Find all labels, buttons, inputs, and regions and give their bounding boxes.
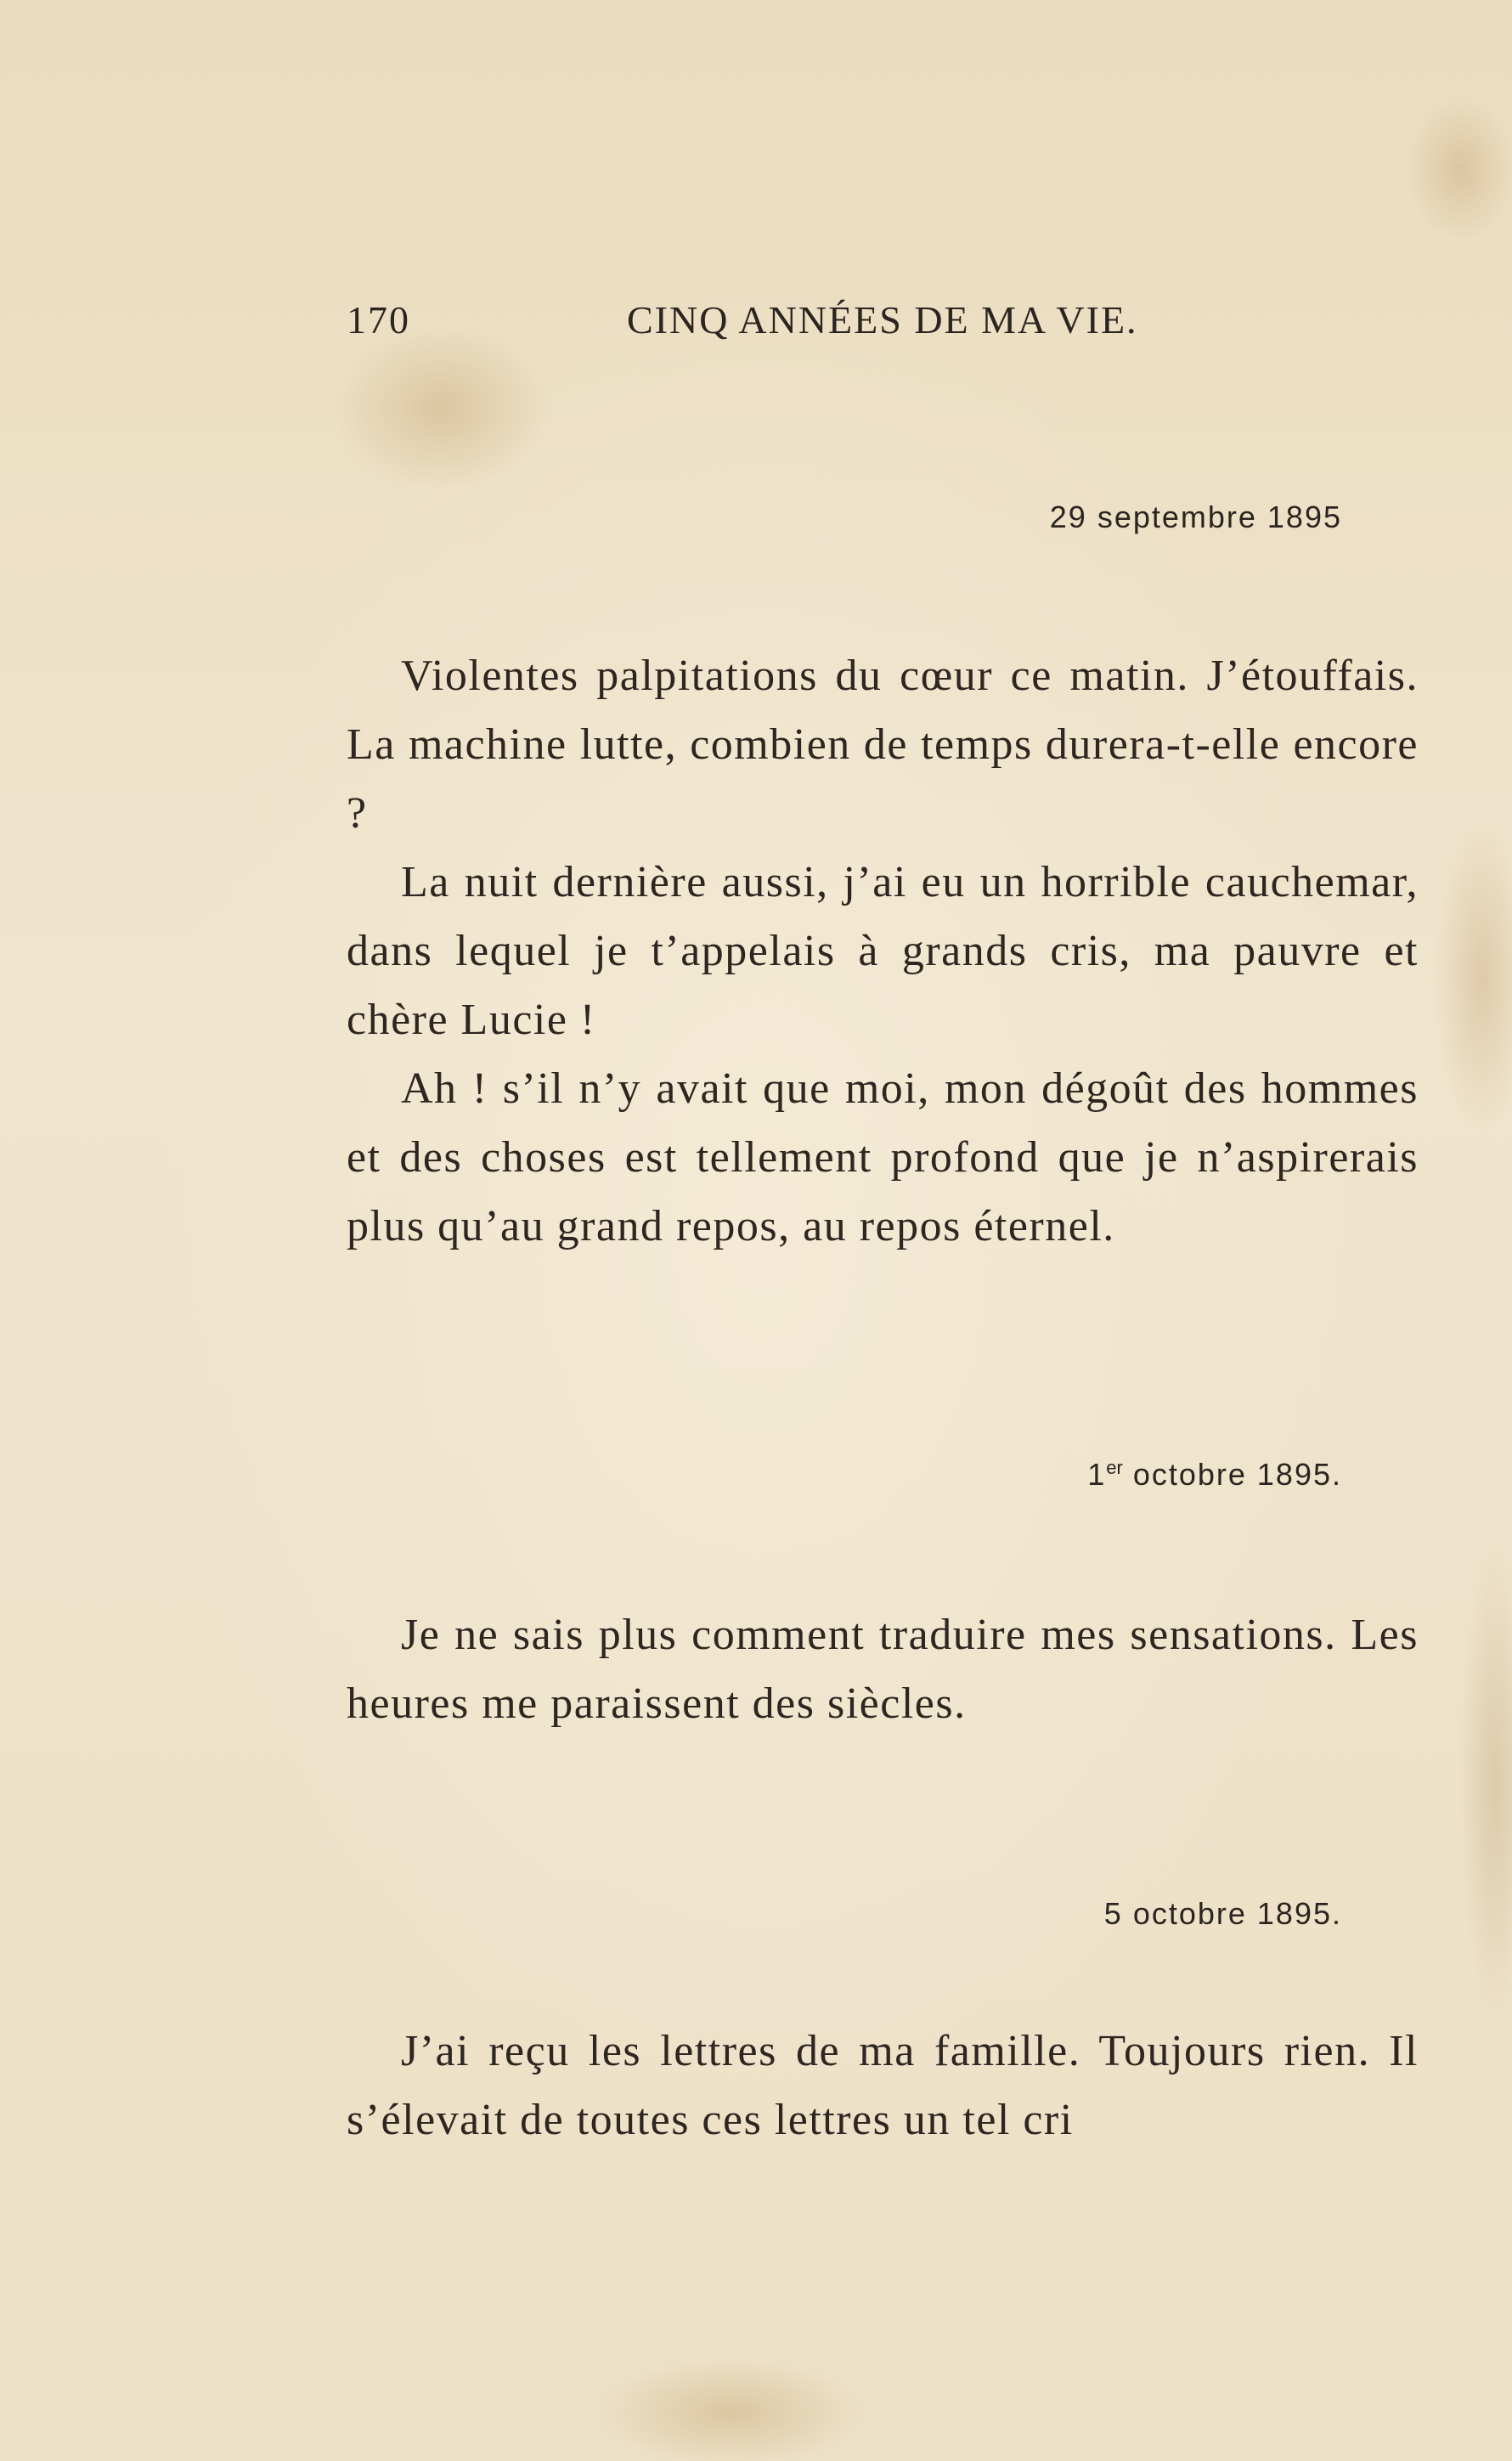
running-title: CINQ ANNÉES DE MA VIE. [627,298,1138,341]
page-header [347,297,1154,348]
paragraph: Ah ! s’il n’y avait que moi, mon dégoût des hommes et des choses est tellement profond que je n’aspirerais plus qu’au grand repos, au repos éternel. [347,1064,1419,1250]
date-rest: octobre 1895. [1122,1457,1342,1492]
entry-text-3 [347,2017,1419,2154]
page-number: 170 [347,298,410,341]
paragraph: Je ne sais plus comment traduire mes sensations. Les heures me paraissent des siècles. [347,1611,1419,1728]
date-ordinal: er [1106,1457,1123,1478]
paragraph: Violentes palpitations du cœur ce matin. J’étouffais. La machine lutte, combien de temps durera-t-elle encore ? [347,652,1419,838]
entry-date-2 [1087,1457,1342,1493]
date-day: 1 [1087,1457,1107,1492]
paragraph: La nuit dernière aussi, j’ai eu un horrible cauchemar, dans lequel je t’appelais à grands cris, ma pauvre et chère Lucie ! [347,858,1419,1044]
entry-date-3: 5 octobre 1895. [1103,1896,1342,1931]
paragraph: J’ai reçu les lettres de ma famille. Toujours rien. Il s’élevait de toutes ces lettres un tel cri [347,2027,1419,2144]
entry-text-2 [347,1600,1419,1738]
entry-text-1 [347,641,1419,1261]
entry-date-1: 29 septembre 1895 [1049,500,1342,534]
